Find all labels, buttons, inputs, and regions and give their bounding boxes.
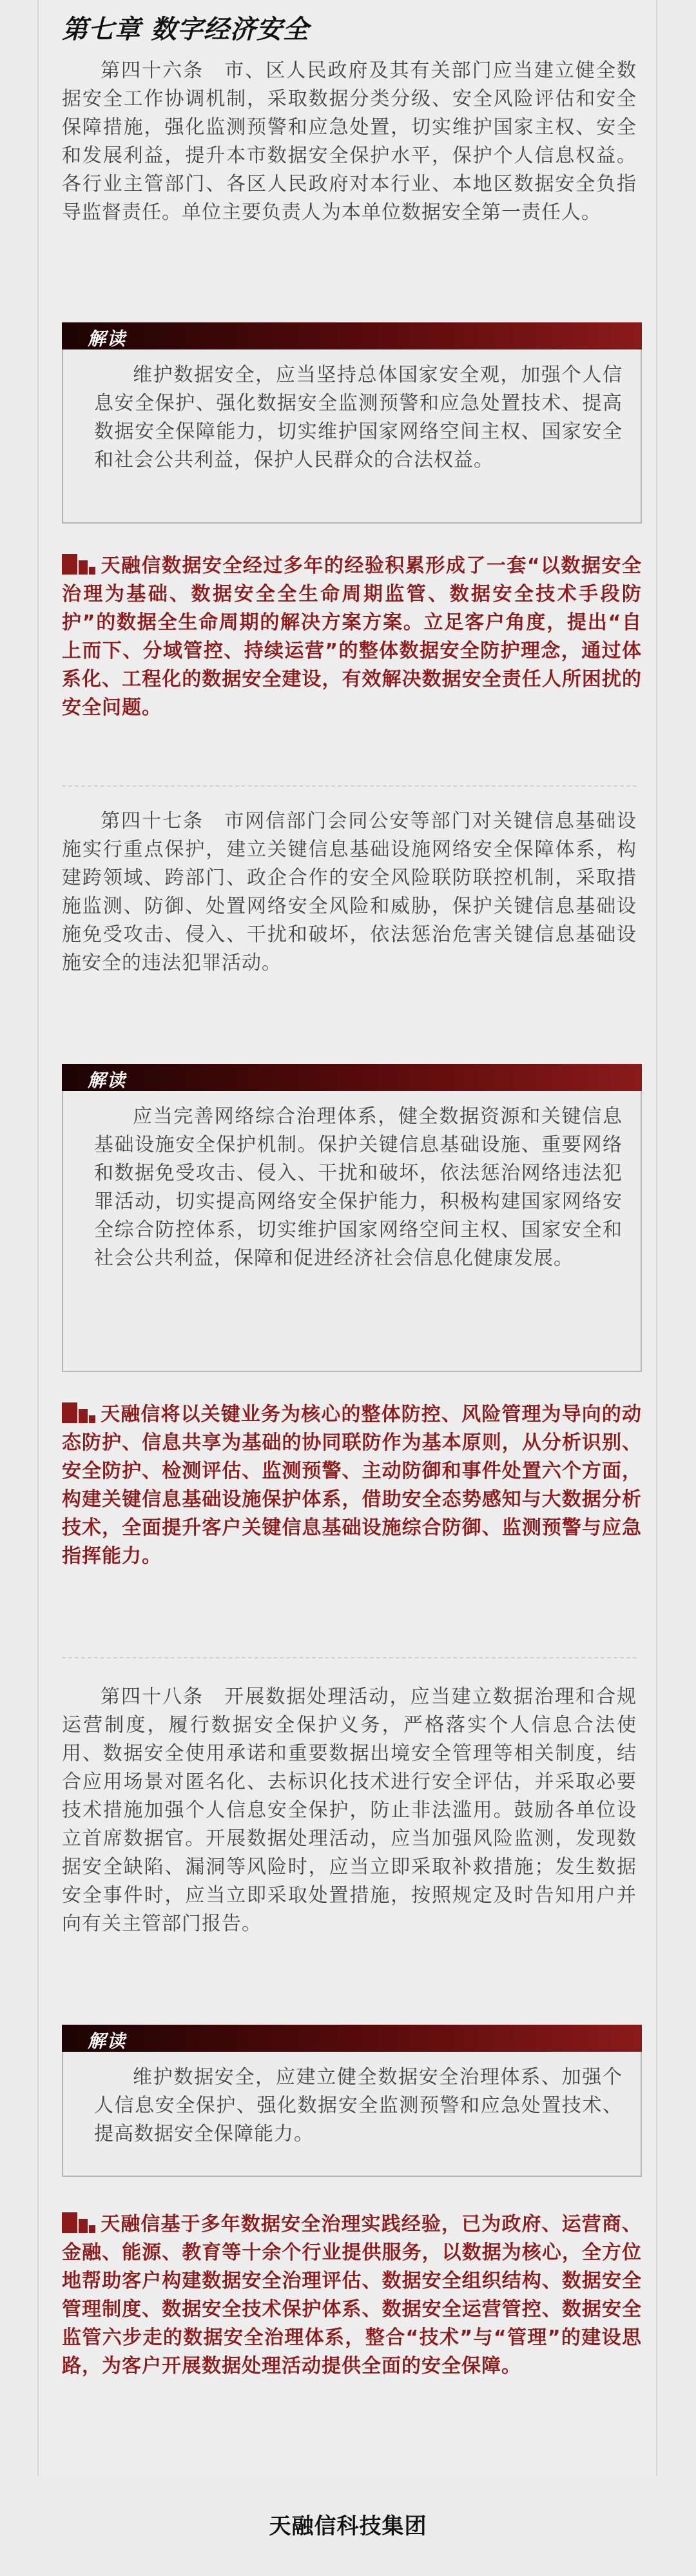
interpretation-label: 解读 [88, 1070, 127, 1091]
article-48-text: 第四十八条 开展数据处理活动，应当建立数据治理和合规运营制度，履行数据安全保护义务，严格落实个人信息合法使用、数据安全使用承诺和重要数据出境安全管理等相关制度，结合应用场景对匿名化、去标识化技术进行安全评估，并采取必要技术措施加强个人信息安全保护，防止非法滥用。鼓励各单位设立首席数据官。开展数据处理活动，应当加强风险监测，发现数据安全缺陷、漏洞等风险时，应当立即采取补救措施；发生数据安全事件时，应当立即采取处置措施，按照规定及时告知用户并向有关主管部门报告。 [62, 1686, 637, 1935]
section-divider [62, 785, 637, 787]
footer-company-name: 天融信科技集团 [269, 2513, 427, 2539]
interpretation-header-bar [62, 1064, 642, 1091]
company-statement-text: 天融信数据安全经过多年的经验积累形成了一套“以数据安全治理为基础、数据安全全生命周期监管、数据安全技术手段防护”的数据全生命周期的解决方案方案。立足客户角度，提出“自上而下、分域管控、持续运营”的整体数据安全防护理念，通过体系化、工程化的数据安全建设，有效解决数据安全责任人所困扰的安全问题。 [62, 555, 642, 719]
section-divider [62, 1657, 637, 1658]
interpretation-box-48 [62, 2025, 642, 2177]
interpretation-text: 应当完善网络综合治理体系，健全数据资源和关键信息基础设施安全保护机制。保护关键信息基础设施、重要网络和数据免受攻击、侵入、干扰和破坏，依法惩治网络违法犯罪活动，切实提高网络安全保护能力，积极构建国家网络安全综合防控体系，切实维护国家网络空间主权、国家安全和社会公共利益，保障和促进经济社会信息化健康发展。 [94, 1105, 623, 1270]
interpretation-text: 维护数据安全，应建立健全数据安全治理体系、加强个人信息安全保护、强化数据安全监测预警和应急处置技术、提高数据安全保障能力。 [94, 2066, 623, 2145]
article-46-text: 第四十六条 市、区人民政府及其有关部门应当建立健全数据安全工作协调机制，采取数据分类分级、安全风险评估和安全保障措施，强化监测预警和应急处置，切实维护国家主权、安全和发展利益，提升本市数据安全保护水平，保护个人信息权益。各行业主管部门、各区人民政府对本行业、本地区数据安全负指导监督责任。单位主要负责人为本单位数据安全第一责任人。 [62, 59, 637, 224]
company-logo-icon [62, 554, 97, 575]
company-logo-icon [62, 2212, 97, 2233]
company-statement-text: 天融信将以关键业务为核心的整体防控、风险管理为导向的动态防护、信息共享为基础的协同联防作为基本原则，从分析识别、安全防护、检测评估、监测预警、主动防御和事件处置六个方面，构建关键信息基础设施保护体系，借助安全态势感知与大数据分析技术，全面提升客户关键信息基础设施综合防御、监测预警与应急指挥能力。 [62, 1403, 642, 1568]
interpretation-box-47 [62, 1064, 642, 1372]
company-statement-text: 天融信基于多年数据安全治理实践经验，已为政府、运营商、金融、能源、教育等十余个行业提供服务，以数据为核心，全方位地帮助客户构建数据安全治理评估、数据安全组织结构、数据安全管理制度、数据安全技术保护体系、数据安全运营管控、数据安全监管六步走的数据安全治理体系，整合“技术”与“管理”的建设思路，为客户开展数据处理活动提供全面的安全保障。 [62, 2213, 642, 2377]
company-logo-icon [62, 1402, 97, 1423]
interpretation-text: 维护数据安全，应当坚持总体国家安全观，加强个人信息安全保护、强化数据安全监测预警和应急处置技术、提高数据安全保障能力，切实维护国家网络空间主权、国家安全和社会公共利益，保护人民群众的合法权益。 [94, 364, 623, 471]
interpretation-label: 解读 [88, 328, 127, 349]
interpretation-label: 解读 [88, 2030, 127, 2052]
company-statement-48 [62, 2210, 642, 2381]
article-47-text: 第四十七条 市网信部门会同公安等部门对关键信息基础设施实行重点保护，建立关键信息基础设施网络安全保障体系，构建跨领域、跨部门、政企合作的安全风险联防联控机制，采取措施监测、防御、处置网络安全风险和威胁，保护关键信息基础设施免受攻击、侵入、干扰和破坏，依法惩治危害关键信息基础设施安全的违法犯罪活动。 [62, 810, 637, 974]
company-statement-46 [62, 552, 642, 722]
company-statement-47 [62, 1401, 642, 1571]
interpretation-header-bar [62, 322, 642, 349]
document-page [37, 0, 657, 2476]
interpretation-header-bar [62, 2025, 642, 2052]
chapter-title: 第七章 数字经济安全 [62, 14, 309, 44]
interpretation-box-46 [62, 322, 642, 524]
